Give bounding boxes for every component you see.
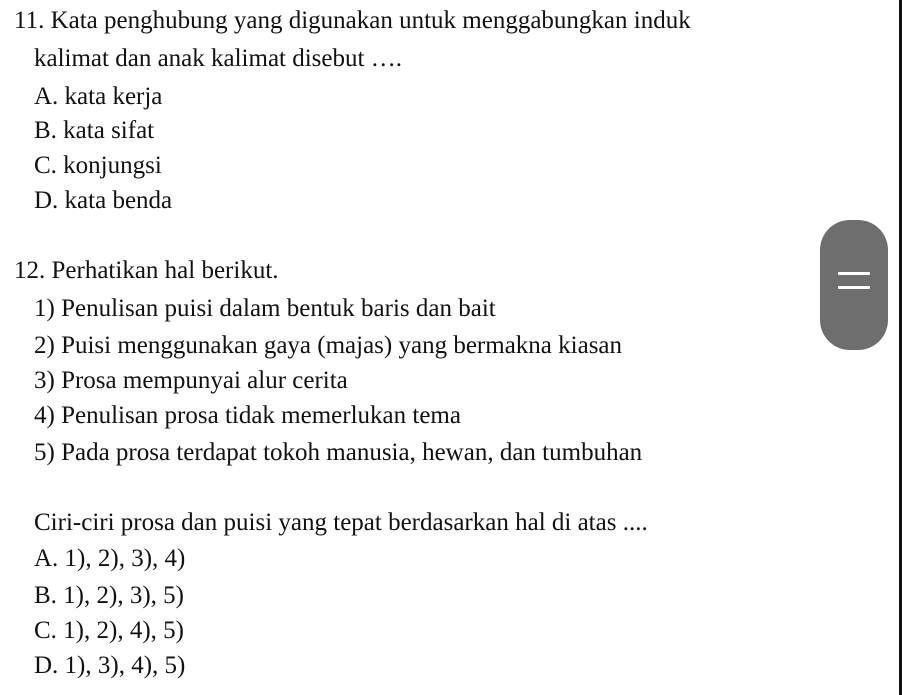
q12-option-d: D. 1), 3), 4), 5) <box>34 652 186 679</box>
q12-question: Ciri-ciri prosa dan puisi yang tepat berdasarkan hal di atas .... <box>34 509 648 536</box>
q11-stem-line1: 11. Kata penghubung yang digunakan untuk menggabungkan induk <box>14 7 691 34</box>
q12-item-1: 1) Penulisan puisi dalam bentuk baris dan bait <box>34 295 496 322</box>
q11-option-c: C. konjungsi <box>34 152 162 179</box>
q12-item-4: 4) Penulisan prosa tidak memerlukan tema <box>34 402 461 429</box>
scroll-handle[interactable] <box>820 220 888 350</box>
q12-option-a: A. 1), 2), 3), 4) <box>34 545 186 572</box>
q12-item-3: 3) Prosa mempunyai alur cerita <box>34 367 348 394</box>
q12-option-c: C. 1), 2), 4), 5) <box>34 617 184 644</box>
q11-option-b: B. kata sifat <box>34 117 155 144</box>
q12-stem: 12. Perhatikan hal berikut. <box>14 257 279 284</box>
q11-stem-line2: kalimat dan anak kalimat disebut …. <box>34 45 402 72</box>
q11-option-d: D. kata benda <box>34 187 173 214</box>
q11-option-a: A. kata kerja <box>34 83 163 110</box>
q12-option-b: B. 1), 2), 3), 5) <box>34 582 184 609</box>
q12-item-5: 5) Pada prosa terdapat tokoh manusia, hewan, dan tumbuhan <box>34 439 643 466</box>
q12-item-2: 2) Puisi menggunakan gaya (majas) yang bermakna kiasan <box>34 332 623 359</box>
